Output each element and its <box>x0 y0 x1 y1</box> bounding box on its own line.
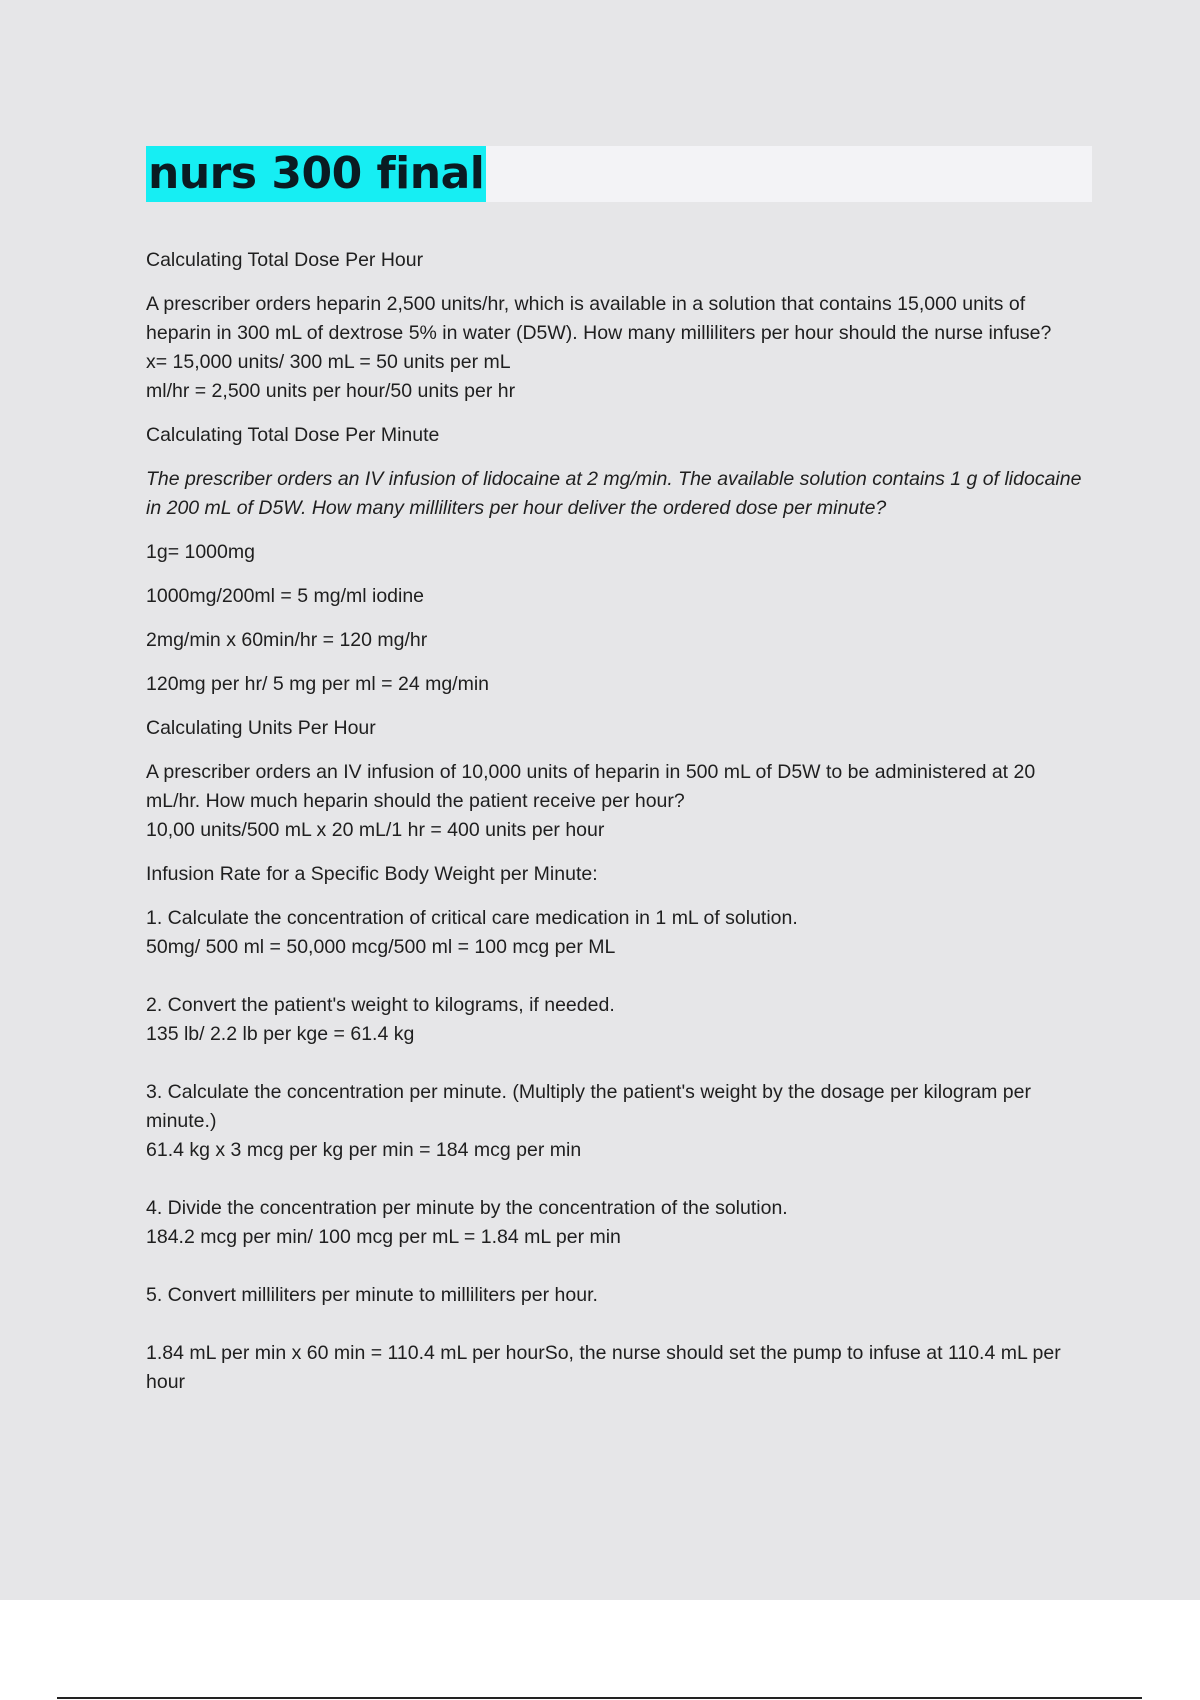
step-text: 3. Calculate the concentration per minute. (Multiply the patient's weight by the dosage per kilogram per minute.) <box>146 1081 1031 1132</box>
section-heading: Calculating Units Per Hour <box>146 717 376 739</box>
calculation-line: 1.84 mL per min x 60 min = 110.4 mL per hourSo, the nurse should set the pump to infuse at 110.4 mL per hour <box>146 1342 1061 1393</box>
question-text: A prescriber orders heparin 2,500 units/hr, which is available in a solution that contains 15,000 units of heparin in 300 mL of dextrose 5% in water (D5W). How many milliliters per hour should the nurse infuse? <box>146 293 1052 344</box>
question-text: A prescriber orders an IV infusion of 10,000 units of heparin in 500 mL of D5W to be administered at 20 mL/hr. How much heparin should the patient receive per hour? <box>146 761 1036 812</box>
calculation-line: 1g= 1000mg <box>146 541 255 563</box>
calculation-line: x= 15,000 units/ 300 mL = 50 units per mL <box>146 351 511 373</box>
step-block <box>146 904 1086 1397</box>
step-text: 5. Convert milliliters per minute to milliliters per hour. <box>146 1284 598 1306</box>
document-title: nurs 300 final <box>146 146 486 202</box>
footer-rule <box>57 1697 1142 1699</box>
calculation-line: 184.2 mcg per min/ 100 mcg per mL = 1.84 mL per min <box>146 1226 621 1248</box>
calculation-line: 135 lb/ 2.2 lb per kge = 61.4 kg <box>146 1023 415 1045</box>
blank-line <box>146 1049 1086 1078</box>
question-block <box>146 290 1086 406</box>
blank-line <box>146 1252 1086 1281</box>
calculation-line: ml/hr = 2,500 units per hour/50 units per hr <box>146 380 516 402</box>
calculation-line: 2mg/min x 60min/hr = 120 mg/hr <box>146 629 428 651</box>
question-text: The prescriber orders an IV infusion of lidocaine at 2 mg/min. The available solution contains 1 g of lidocaine in 200 mL of D5W. How many milliliters per hour deliver the ordered dose per minute? <box>146 468 1082 519</box>
blank-line <box>146 962 1086 991</box>
calculation-line: 50mg/ 500 ml = 50,000 mcg/500 ml = 100 mcg per ML <box>146 936 616 958</box>
calculation-line: 10,00 units/500 mL x 20 mL/1 hr = 400 units per hour <box>146 819 605 841</box>
question-block <box>146 758 1086 845</box>
step-text: 4. Divide the concentration per minute by the concentration of the solution. <box>146 1197 788 1219</box>
blank-line <box>146 1165 1086 1194</box>
blank-line <box>146 1310 1086 1339</box>
step-text: 1. Calculate the concentration of critical care medication in 1 mL of solution. <box>146 907 798 929</box>
document-body <box>146 246 1086 1412</box>
section-heading: Infusion Rate for a Specific Body Weight per Minute: <box>146 863 598 885</box>
calculation-line: 61.4 kg x 3 mcg per kg per min = 184 mcg per min <box>146 1139 582 1161</box>
calculation-line: 120mg per hr/ 5 mg per ml = 24 mg/min <box>146 673 490 695</box>
section-heading: Calculating Total Dose Per Hour <box>146 249 424 271</box>
section-heading: Calculating Total Dose Per Minute <box>146 424 440 446</box>
calculation-line: 1000mg/200ml = 5 mg/ml iodine <box>146 585 425 607</box>
step-text: 2. Convert the patient's weight to kilograms, if needed. <box>146 994 615 1016</box>
